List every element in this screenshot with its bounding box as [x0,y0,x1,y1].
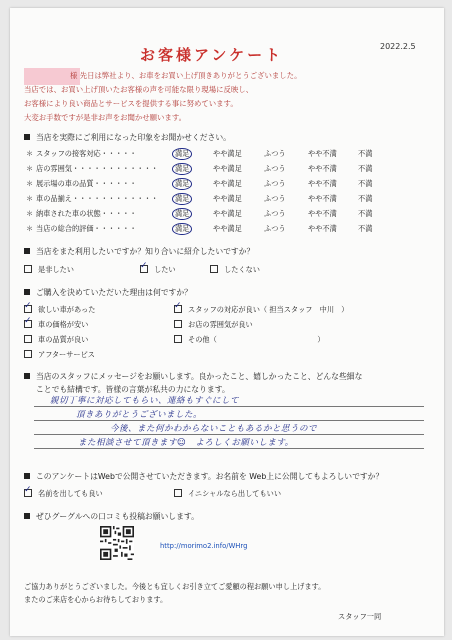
q3-heading: ご購入を決めていただいた理由は何ですか？ [24,287,192,298]
q1-choice[interactable]: やや不満 [308,149,337,158]
survey-date: 2022.2.5 [380,42,416,51]
q3-option-wanted-car[interactable]: ✓欲しい車があった [24,305,95,315]
q5-heading: このアンケートはWebで公開させていただきます。お名前を Web上に公開してもよろしいですか？ [24,471,383,482]
q6-heading: ぜひグーグルへの口コミも投稿お願いします。 [24,511,199,522]
review-url-link[interactable]: http://morimo2.info/WHrg [160,542,248,550]
checked-checkbox-icon [174,305,182,313]
q1-choice[interactable]: 不満 [358,149,373,158]
checkbox-icon [24,350,32,358]
q1-choice[interactable]: やや不満 [308,164,337,173]
handwritten-message-line-1: 親切丁寧に対応してもらい、連絡もすぐにして [50,396,240,406]
q1-choice[interactable]: やや満足 [213,224,242,233]
q1-item-label: ＊ スタッフの接客対応・・・・・ [26,149,137,158]
q1-item-label: ＊ 当店の総合的評価・・・・・・ [26,224,137,233]
q1-choice[interactable]: 不満 [358,209,373,218]
message-rule-1 [34,406,424,407]
q1-choice[interactable]: やや満足 [213,164,242,173]
checkbox-icon [174,335,182,343]
checkbox-icon [174,489,182,497]
q3-option-cheap-price[interactable]: ✓車の価格が安い [24,320,88,330]
q1-item-label: ＊ 店の雰囲気・・・・・・・・・・・・ [26,164,159,173]
q1-choice[interactable]: 不満 [358,194,373,203]
checked-checkbox-icon [140,265,148,273]
message-rule-3 [34,434,424,435]
q1-choice[interactable]: 不満 [358,179,373,188]
checked-checkbox-icon [24,305,32,313]
q1-item-label: ＊ 車の品揃え・・・・・・・・・・・・ [26,194,159,203]
q2-heading: 当店をまた利用したいですか？知り合いに紹介したいですか？ [24,246,254,257]
q5-option-name-ok[interactable]: ✓名前を出しても良い [24,489,103,499]
q1-choice[interactable]: やや満足 [213,209,242,218]
square-bullet-icon [24,473,30,479]
q3-option-car-quality[interactable]: 車の品質が良い [24,335,88,345]
q1-choice[interactable]: やや不満 [308,194,337,203]
asterisk-bullet-icon: ＊ [26,209,34,218]
q1-choice-circled[interactable]: 満足 [172,223,192,235]
q1-choice-circled[interactable]: 満足 [172,163,192,175]
q1-choice[interactable]: やや満足 [213,179,242,188]
q1-item-label: ＊ 納車された車の状態・・・・・ [26,209,137,218]
square-bullet-icon [24,289,30,295]
q3-option-after-service[interactable]: アフターサービス [24,350,95,360]
q1-choice-circled[interactable]: 満足 [172,193,192,205]
asterisk-bullet-icon: ＊ [26,149,34,158]
square-bullet-icon [24,373,30,379]
q1-choice[interactable]: やや満足 [213,149,242,158]
intro-line-3: お客様により良い商品とサービスを提供する事に努めています。 [24,99,238,108]
asterisk-bullet-icon: ＊ [26,164,34,173]
checkbox-icon [24,265,32,273]
checkbox-icon [210,265,218,273]
closing-line-2: またのご来店を心からお待ちしております。 [24,595,168,604]
q3-option-shop-atmosphere[interactable]: お店の雰囲気が良い [174,320,253,330]
q1-choice[interactable]: やや満足 [213,194,242,203]
q1-item-label: ＊ 展示場の車の品質・・・・・・ [26,179,137,188]
q1-choice[interactable]: 不満 [358,224,373,233]
q3-option-other[interactable]: その他（ ） [174,335,325,345]
q2-option-2[interactable]: ✓ したい [140,265,176,275]
q4-heading: 当店のスタッフにメッセージをお願いします。良かったこと、嬉しかったこと、どんな些細な [24,371,362,382]
handwritten-message-line-2: 頂きありがとうございました。 [76,410,203,420]
intro-line-2: 当店では、お買い上げ頂いたお客様の声を可能な限り現場に反映し、 [24,85,254,94]
asterisk-bullet-icon: ＊ [26,224,34,233]
q3-option-staff-response[interactable]: ✓スタッフの対応が良い（ 担当スタッフ 中川 ） [174,305,348,315]
checked-checkbox-icon [24,489,32,497]
square-bullet-icon [24,248,30,254]
closing-line-1: ご協力ありがとうございました。今後とも宜しくお引き立てご愛顧の程お願い申し上げます。 [24,582,326,591]
survey-sheet [10,8,444,636]
q2-option-1[interactable]: 是非したい [24,265,74,275]
q1-choice[interactable]: やや不満 [308,209,337,218]
square-bullet-icon [24,134,30,140]
handwritten-message-line-4: また相談させて頂きます☺ よろしくお願いします。 [78,438,294,448]
q1-choice[interactable]: ふつう [264,149,286,158]
intro-line-4: 大変お手数ですが是非お声をお聞かせ願います。 [24,113,187,122]
q5-option-initials[interactable]: イニシャルなら出してもいい [174,489,281,499]
q1-choice[interactable]: やや不満 [308,179,337,188]
survey-title: お客様アンケート [140,46,284,64]
checked-checkbox-icon [24,320,32,328]
message-rule-2 [34,420,424,421]
q1-choice[interactable]: やや不満 [308,224,337,233]
q1-choice[interactable]: ふつう [264,224,286,233]
q1-choice[interactable]: ふつう [264,194,286,203]
checkbox-icon [24,335,32,343]
asterisk-bullet-icon: ＊ [26,179,34,188]
intro-line-1: 様 先日は弊社より、お車をお買い上げ頂きありがとうございました。 [70,71,302,80]
q4-heading-line-2: ことでも結構です。皆様の言葉が私共の力になります。 [36,385,230,394]
asterisk-bullet-icon: ＊ [26,194,34,203]
q1-choice[interactable]: 不満 [358,164,373,173]
q1-choice[interactable]: ふつう [264,209,286,218]
q1-choice-circled[interactable]: 満足 [172,178,192,190]
q1-choice-circled[interactable]: 満足 [172,208,192,220]
qr-code-icon[interactable] [100,526,134,560]
q1-choice[interactable]: ふつう [264,164,286,173]
q2-option-3[interactable]: したくない [210,265,260,275]
square-bullet-icon [24,513,30,519]
checkbox-icon [174,320,182,328]
q1-heading: 当店を実際にご利用になった印象をお聞かせください。 [24,132,231,143]
q1-choice[interactable]: ふつう [264,179,286,188]
q1-choice-circled[interactable]: 満足 [172,148,192,160]
handwritten-message-line-3: 今後、また何かわからないこともあるかと思うので [110,424,318,434]
message-rule-4 [34,448,424,449]
staff-signature: スタッフ一同 [338,612,382,621]
